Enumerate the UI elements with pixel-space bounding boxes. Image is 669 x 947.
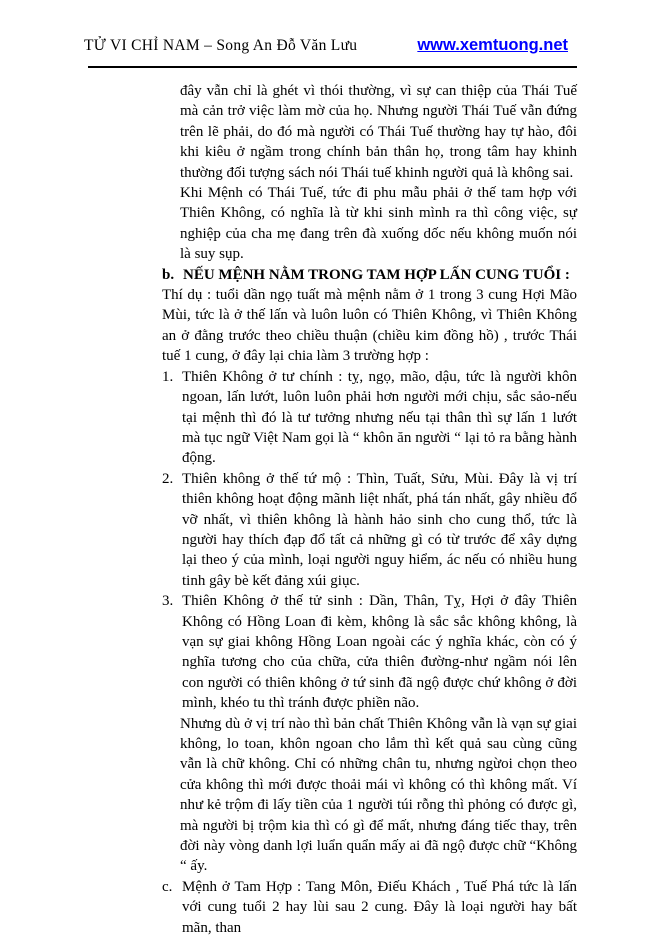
list-marker: 1. bbox=[162, 368, 174, 385]
list-item bbox=[162, 591, 577, 713]
list-marker: 3. bbox=[162, 593, 174, 610]
content bbox=[162, 81, 577, 938]
paragraph-text: Thiên không ở thế tứ mộ : Thìn, Tuất, Sửu, Mùi. Đây là vị trí thiên không hoạt động mãnh liệt nhất, phá tán nhất, gây nhiều đổ vỡ nhất, vì thiên không là hành hảo sinh cho cung thổ, tức là người hay thích đạp đổ tất cả những gì có từ trước để xây dựng lại theo ý của mình, loại người nguy hiểm, ác nếu có nhiều hung tinh gây bè kết đảng xúi giục. bbox=[182, 470, 577, 589]
page-header bbox=[84, 36, 568, 55]
paragraph bbox=[180, 714, 577, 877]
header-divider bbox=[88, 66, 577, 68]
paragraph bbox=[180, 81, 577, 183]
paragraph-text: Mệnh ở Tam Hợp : Tang Môn, Điếu Khách , Tuế Phá tức là lấn với cung tuổi 2 hay lùi sau 2 cung. Đây là loại người hay bất mãn, than bbox=[182, 878, 577, 936]
list-item bbox=[162, 367, 577, 469]
paragraph-text: Khi Mệnh có Thái Tuế, tức đi phu mẫu phải ở thế tam hợp với Thiên Không, có nghĩa là từ khi sinh mình ra thì công việc, sự nghiệp của cha mẹ đang trên đà xuống dốc nếu không muốn nói là suy sụp. bbox=[180, 185, 577, 263]
paragraph bbox=[162, 285, 577, 367]
list-item bbox=[162, 877, 577, 938]
list-marker: c. bbox=[162, 878, 173, 895]
paragraph-text: Nhưng dù ở vị trí nào thì bản chất Thiên Không vẫn là vạn sự giai không, lo toan, khôn ngoan cho lắm thì kết quả sau cùng cũng vẫn là chữ không. Chỉ có những chân tu, nhưng ngừoi chọn theo cửa không thì mới được thoải mái vì không có thì không mất. Ví như kẻ trộm đi lấy tiền của 1 người túi rỗng thì phỏng có được gì, mà người bị trộm kia thì có gì để mất, nhưng đáng tiếc thay, trên đời này vòng danh lợi luẩn quẩn mấy ai đã ngộ được chữ “Không “ ấy. bbox=[180, 715, 577, 875]
document-title: TỬ VI CHỈ NAM – Song An Đỗ Văn Lưu bbox=[84, 37, 358, 54]
heading-text: NẾU MỆNH NẰM TRONG TAM HỢP LẤN CUNG TUỔI : bbox=[183, 266, 570, 283]
paragraph-text: Thiên Không ở tư chính : tỵ, ngọ, mão, dậu, tức là người khôn ngoan, lấn lướt, luôn luôn phải hơn người mới chịu, sắc sảo-nếu tại mệnh thì đó là tư tưởng nhưng nếu tại thân thì sự lấn 1 lướt mà tục ngữ Việt Nam gọi là “ khôn ăn người “ lại tỏ ra bằng hành động. bbox=[182, 368, 577, 467]
list-item bbox=[162, 469, 577, 591]
heading-marker: b. bbox=[162, 266, 175, 283]
paragraph bbox=[180, 183, 577, 265]
section-heading bbox=[162, 265, 577, 285]
list-marker: 2. bbox=[162, 470, 174, 487]
paragraph-text: Thí dụ : tuổi dần ngọ tuất mà mệnh nằm ở 1 trong 3 cung Hợi Mão Mùi, tức là ở thế lấn và luôn luôn có Thiên Không, vì Thiên Không an ở đằng trước theo chiều thuận (chiều kim đồng hồ) , trước Thái tuế 1 cung, ở đây lại chia làm 3 trường hợp : bbox=[162, 287, 577, 365]
website-link[interactable]: www.xemtuong.net bbox=[417, 36, 568, 54]
paragraph-text: đây vẫn chỉ là ghét vì thói thường, vì sự can thiệp của Thái Tuế mà cản trở việc làm mờ của họ. Nhưng người Thái Tuế vẫn đứng trên lẽ phải, do đó mà người có Thái Tuế thường hay tự hào, đôi khi kiêu ở ngầm trong chính bản thân họ, trong tâm hay khinh thường đối tượng sách nói Thái tuế khinh người quả là không sai. bbox=[180, 83, 577, 181]
paragraph-text: Thiên Không ở thế tử sinh : Dần, Thân, Tỵ, Hợi ở đây Thiên Không có Hồng Loan đi kèm, không là sắc sắc không không, là vạn sự giai không Hồng Loan ngoài các ý nghĩa khác, còn có ý nghĩa tương cho của chữa, cửa thiên đường-như ngầm nói lên con người có thiên không ở tứ sinh đã ngộ được chứ không ở đời mình, khéo tu thì tránh được phiền não. bbox=[182, 593, 577, 712]
